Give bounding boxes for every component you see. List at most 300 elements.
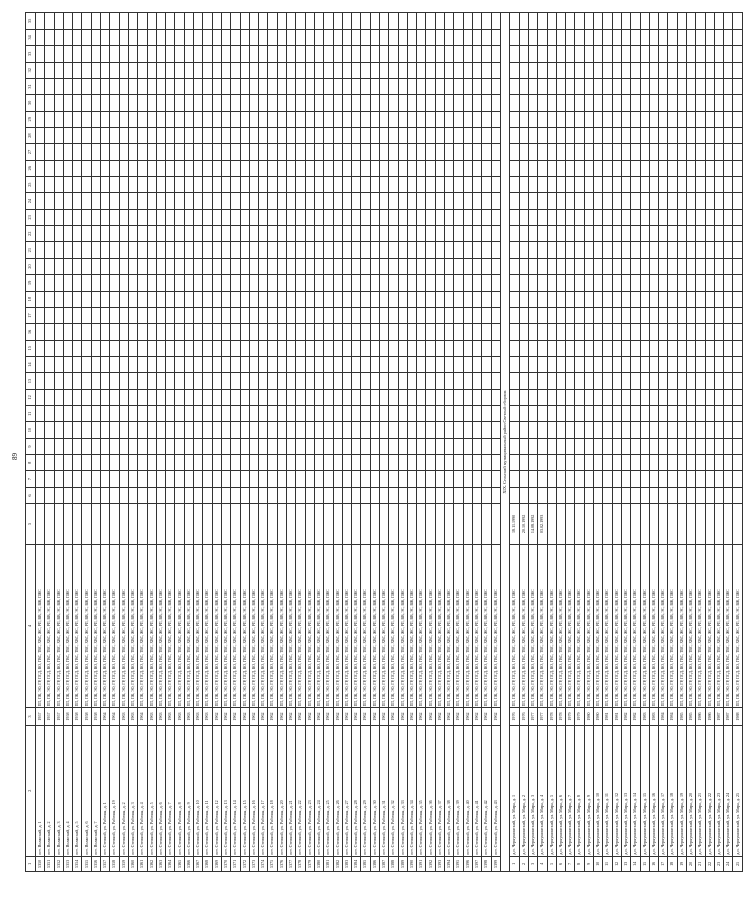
mark-cell	[677, 340, 686, 356]
mark-cell	[296, 144, 305, 160]
mark-cell	[221, 144, 230, 160]
mark-cell	[398, 422, 407, 438]
mark-cell	[733, 209, 742, 225]
mark-cell	[184, 307, 193, 323]
mark-cell	[584, 29, 593, 45]
mark-cell	[370, 406, 379, 422]
mark-cell	[686, 242, 695, 258]
mark-cell	[714, 307, 723, 323]
mark-cell	[296, 340, 305, 356]
mark-cell	[54, 226, 63, 242]
mark-cell	[277, 389, 286, 405]
mark-cell	[128, 111, 137, 127]
mark-cell	[184, 193, 193, 209]
mark-cell	[54, 324, 63, 340]
mark-cell	[426, 226, 435, 242]
mark-cell	[519, 356, 528, 372]
mark-cell	[45, 307, 54, 323]
row-spec: ПП, ПК, ЭО, ГР, ПСД, ВО, ГВС, ТВС, ХВС, ЖС, РП, ВВ, ЭС, ВЖ, ПЖС	[584, 544, 593, 708]
row-id: 5371	[231, 856, 240, 871]
row-year: 1983	[640, 708, 649, 725]
mark-cell	[631, 209, 640, 225]
mark-cell	[454, 13, 463, 30]
mark-cell	[249, 406, 258, 422]
mark-cell	[426, 242, 435, 258]
mark-cell	[519, 144, 528, 160]
mark-cell	[677, 29, 686, 45]
mark-cell	[547, 406, 556, 422]
mark-cell	[454, 78, 463, 94]
mark-cell	[184, 177, 193, 193]
mark-cell	[389, 160, 398, 176]
mark-cell	[110, 127, 119, 143]
mark-cell	[407, 487, 416, 503]
mark-cell	[45, 111, 54, 127]
mark-cell	[324, 324, 333, 340]
mark-cell	[398, 95, 407, 111]
mark-cell	[426, 373, 435, 389]
mark-cell	[714, 95, 723, 111]
mark-cell	[379, 487, 388, 503]
mark-cell	[603, 160, 612, 176]
mark-cell	[175, 307, 184, 323]
mark-cell	[175, 455, 184, 471]
mark-cell	[36, 193, 45, 209]
mark-cell	[342, 13, 351, 30]
mark-cell	[621, 127, 630, 143]
mark-cell	[175, 226, 184, 242]
mark-cell	[156, 406, 165, 422]
row-year: 1962	[240, 708, 249, 725]
mark-cell	[194, 46, 203, 62]
mark-cell	[724, 78, 733, 94]
mark-cell	[147, 307, 156, 323]
mark-cell	[594, 389, 603, 405]
mark-cell	[166, 422, 175, 438]
mark-cell	[73, 340, 82, 356]
mark-cell	[194, 438, 203, 454]
mark-cell	[491, 291, 500, 307]
mark-cell	[696, 340, 705, 356]
mark-cell	[556, 471, 565, 487]
mark-cell	[677, 455, 686, 471]
table-row	[668, 13, 677, 872]
row-date	[733, 504, 742, 544]
mark-cell	[714, 291, 723, 307]
mark-cell	[82, 144, 91, 160]
mark-cell	[296, 78, 305, 94]
mark-cell	[370, 307, 379, 323]
row-address: д.п. Чернушинский, ул. Мира, д. 6	[556, 725, 565, 856]
mark-cell	[277, 406, 286, 422]
mark-cell	[612, 242, 621, 258]
mark-cell	[603, 258, 612, 274]
mark-cell	[398, 127, 407, 143]
mark-cell	[575, 13, 584, 30]
mark-cell	[231, 242, 240, 258]
mark-cell	[389, 471, 398, 487]
mark-cell	[649, 13, 658, 30]
mark-cell	[54, 373, 63, 389]
row-date	[426, 504, 435, 544]
row-date	[268, 504, 277, 544]
mark-cell	[389, 291, 398, 307]
mark-cell	[379, 389, 388, 405]
row-id: 24	[724, 856, 733, 871]
row-id: 5399	[491, 856, 500, 871]
row-year: 1962	[491, 708, 500, 725]
mark-cell	[519, 307, 528, 323]
mark-cell	[249, 258, 258, 274]
mark-cell	[603, 389, 612, 405]
mark-cell	[445, 487, 454, 503]
mark-cell	[398, 487, 407, 503]
mark-cell	[45, 340, 54, 356]
mark-cell	[510, 193, 519, 209]
mark-cell	[435, 258, 444, 274]
mark-cell	[584, 160, 593, 176]
mark-cell	[166, 46, 175, 62]
mark-cell	[584, 275, 593, 291]
mark-cell	[407, 226, 416, 242]
table-row	[249, 13, 258, 872]
mark-cell	[82, 13, 91, 30]
mark-cell	[482, 422, 491, 438]
row-spec: ПП, ПК, ЭО, ГР, ПСД, ВО, ГВС, ТВС, ХВС, ЖС, РП, ВВ, ЭС, ВЖ, ПЖС	[110, 544, 119, 708]
mark-cell	[119, 13, 128, 30]
row-date	[463, 504, 472, 544]
mark-cell	[696, 226, 705, 242]
mark-cell	[203, 471, 212, 487]
mark-cell	[463, 389, 472, 405]
mark-cell	[454, 95, 463, 111]
mark-cell	[724, 406, 733, 422]
mark-cell	[603, 471, 612, 487]
row-spec: ПП, ПК, ЭО, ГР, ПСД, ВО, ГВС, ТВС, ХВС, ЖС, РП, ВВ, ЭС, ВЖ, ПЖС	[287, 544, 296, 708]
mark-cell	[556, 258, 565, 274]
mark-cell	[538, 389, 547, 405]
mark-cell	[277, 160, 286, 176]
mark-cell	[352, 275, 361, 291]
mark-cell	[296, 455, 305, 471]
mark-cell	[584, 373, 593, 389]
mark-cell	[584, 406, 593, 422]
mark-cell	[584, 422, 593, 438]
mark-cell	[379, 438, 388, 454]
mark-cell	[249, 340, 258, 356]
mark-cell	[212, 438, 221, 454]
mark-cell	[314, 340, 323, 356]
mark-cell	[54, 291, 63, 307]
mark-cell	[612, 160, 621, 176]
mark-cell	[584, 356, 593, 372]
mark-cell	[259, 389, 268, 405]
mark-cell	[584, 340, 593, 356]
mark-cell	[287, 324, 296, 340]
mark-cell	[463, 471, 472, 487]
mark-cell	[491, 471, 500, 487]
mark-cell	[36, 275, 45, 291]
mark-cell	[724, 177, 733, 193]
mark-cell	[370, 95, 379, 111]
mark-cell	[314, 160, 323, 176]
mark-cell	[426, 307, 435, 323]
row-date	[45, 504, 54, 544]
mark-cell	[649, 291, 658, 307]
mark-cell	[435, 324, 444, 340]
row-year: 1984	[659, 708, 668, 725]
mark-cell	[621, 177, 630, 193]
mark-cell	[175, 160, 184, 176]
mark-cell	[724, 487, 733, 503]
mark-cell	[370, 275, 379, 291]
mark-cell	[91, 373, 100, 389]
mark-cell	[510, 46, 519, 62]
row-year: 1982	[631, 708, 640, 725]
mark-cell	[724, 422, 733, 438]
mark-cell	[119, 291, 128, 307]
mark-cell	[594, 340, 603, 356]
mark-cell	[584, 487, 593, 503]
mark-cell	[445, 78, 454, 94]
row-spec: ПП, ПК, ЭО, ГР, ПСД, ВО, ГВС, ТВС, ХВС, ЖС, РП, ВВ, ЭС, ВЖ, ПЖС	[36, 544, 45, 708]
mark-cell	[575, 422, 584, 438]
mark-cell	[36, 46, 45, 62]
table-row	[36, 13, 45, 872]
row-spec: ПП, ПК, ЭО, ГР, ПСД, ВО, ГВС, ТВС, ХВС, ЖС, РП, ВВ, ЭС, ВЖ, ПЖС	[305, 544, 314, 708]
row-id: 5370	[221, 856, 230, 871]
mark-cell	[575, 389, 584, 405]
table-row	[705, 13, 714, 872]
mark-cell	[314, 226, 323, 242]
row-date	[91, 504, 100, 544]
mark-cell	[203, 307, 212, 323]
mark-cell	[45, 389, 54, 405]
mark-cell	[398, 258, 407, 274]
mark-cell	[686, 291, 695, 307]
row-address: д.п. Чернушинский, ул. Мира, д. 8	[575, 725, 584, 856]
mark-cell	[231, 111, 240, 127]
mark-cell	[82, 422, 91, 438]
mark-cell	[538, 160, 547, 176]
mark-cell	[249, 209, 258, 225]
mark-cell	[36, 291, 45, 307]
mark-cell	[352, 160, 361, 176]
table-row	[407, 13, 416, 872]
mark-cell	[528, 258, 537, 274]
mark-cell	[128, 340, 137, 356]
mark-cell	[463, 13, 472, 30]
mark-cell	[435, 356, 444, 372]
mark-cell	[538, 356, 547, 372]
row-id: 5352	[54, 856, 63, 871]
mark-cell	[417, 258, 426, 274]
mark-cell	[101, 373, 110, 389]
mark-cell	[324, 226, 333, 242]
mark-cell	[510, 291, 519, 307]
column-header: 30	[26, 95, 36, 111]
row-year: 1963	[156, 708, 165, 725]
mark-cell	[45, 487, 54, 503]
mark-cell	[175, 95, 184, 111]
mark-cell	[361, 422, 370, 438]
mark-cell	[194, 373, 203, 389]
mark-cell	[36, 242, 45, 258]
mark-cell	[659, 144, 668, 160]
mark-cell	[361, 406, 370, 422]
mark-cell	[714, 13, 723, 30]
mark-cell	[138, 373, 147, 389]
mark-cell	[119, 422, 128, 438]
mark-cell	[603, 78, 612, 94]
row-id: 5384	[352, 856, 361, 871]
mark-cell	[296, 275, 305, 291]
mark-cell	[482, 324, 491, 340]
row-id: 5363	[156, 856, 165, 871]
mark-cell	[724, 373, 733, 389]
mark-cell	[101, 95, 110, 111]
mark-cell	[305, 487, 314, 503]
mark-cell	[417, 340, 426, 356]
mark-cell	[268, 242, 277, 258]
row-address: пгт. Степной, ул. Рабочая, д. 19	[110, 725, 119, 856]
mark-cell	[556, 111, 565, 127]
mark-cell	[324, 275, 333, 291]
mark-cell	[63, 160, 72, 176]
column-header: 28	[26, 127, 36, 143]
mark-cell	[631, 144, 640, 160]
mark-cell	[705, 46, 714, 62]
mark-cell	[584, 144, 593, 160]
mark-cell	[45, 95, 54, 111]
mark-cell	[417, 356, 426, 372]
mark-cell	[54, 78, 63, 94]
mark-cell	[259, 13, 268, 30]
mark-cell	[82, 46, 91, 62]
mark-cell	[73, 177, 82, 193]
mark-cell	[538, 29, 547, 45]
row-spec: ПП, ПК, ЭО, ГР, ПСД, ВО, ГВС, ТВС, ХВС, ЖС, РП, ВВ, ЭС, ВЖ, ПЖС	[510, 544, 519, 708]
mark-cell	[268, 46, 277, 62]
mark-cell	[221, 487, 230, 503]
mark-cell	[556, 78, 565, 94]
row-id: 25	[733, 856, 742, 871]
mark-cell	[454, 373, 463, 389]
mark-cell	[138, 193, 147, 209]
mark-cell	[677, 62, 686, 78]
mark-cell	[668, 144, 677, 160]
mark-cell	[54, 356, 63, 372]
mark-cell	[119, 389, 128, 405]
mark-cell	[249, 422, 258, 438]
mark-cell	[268, 324, 277, 340]
mark-cell	[194, 307, 203, 323]
row-date	[296, 504, 305, 544]
mark-cell	[240, 422, 249, 438]
row-id: 5364	[166, 856, 175, 871]
mark-cell	[398, 307, 407, 323]
mark-cell	[287, 46, 296, 62]
mark-cell	[352, 78, 361, 94]
mark-cell	[659, 373, 668, 389]
row-year: 1986	[696, 708, 705, 725]
mark-cell	[649, 307, 658, 323]
mark-cell	[259, 406, 268, 422]
mark-cell	[621, 471, 630, 487]
mark-cell	[584, 242, 593, 258]
mark-cell	[454, 226, 463, 242]
mark-cell	[454, 291, 463, 307]
mark-cell	[398, 111, 407, 127]
row-spec: ПП, ПК, ЭО, ГР, ПСД, ВО, ГВС, ТВС, ХВС, ЖС, РП, ВВ, ЭС, ВЖ, ПЖС	[398, 544, 407, 708]
mark-cell	[426, 111, 435, 127]
mark-cell	[73, 275, 82, 291]
mark-cell	[472, 307, 481, 323]
mark-cell	[677, 438, 686, 454]
table-row	[45, 13, 54, 872]
mark-cell	[379, 422, 388, 438]
row-address: пгт. Степной, ул. Рабочая, д. 35	[417, 725, 426, 856]
mark-cell	[128, 177, 137, 193]
row-date	[54, 504, 63, 544]
mark-cell	[63, 29, 72, 45]
mark-cell	[519, 95, 528, 111]
mark-cell	[649, 62, 658, 78]
mark-cell	[212, 275, 221, 291]
row-id: 5382	[333, 856, 342, 871]
mark-cell	[445, 46, 454, 62]
mark-cell	[342, 144, 351, 160]
mark-cell	[445, 356, 454, 372]
row-year: 1979	[575, 708, 584, 725]
mark-cell	[175, 373, 184, 389]
mark-cell	[212, 62, 221, 78]
mark-cell	[184, 406, 193, 422]
row-spec: ПП, ПК, ЭО, ГР, ПСД, ВО, ГВС, ТВС, ХВС, ЖС, РП, ВВ, ЭС, ВЖ, ПЖС	[194, 544, 203, 708]
mark-cell	[491, 46, 500, 62]
mark-cell	[556, 209, 565, 225]
mark-cell	[686, 373, 695, 389]
mark-cell	[696, 275, 705, 291]
mark-cell	[156, 78, 165, 94]
mark-cell	[203, 160, 212, 176]
mark-cell	[101, 438, 110, 454]
mark-cell	[538, 46, 547, 62]
mark-cell	[445, 258, 454, 274]
mark-cell	[305, 275, 314, 291]
mark-cell	[472, 275, 481, 291]
mark-cell	[696, 193, 705, 209]
mark-cell	[686, 78, 695, 94]
mark-cell	[566, 422, 575, 438]
mark-cell	[426, 62, 435, 78]
mark-cell	[45, 291, 54, 307]
row-address: пгт. Волжский, д. 2	[45, 725, 54, 856]
mark-cell	[203, 356, 212, 372]
mark-cell	[454, 275, 463, 291]
mark-cell	[696, 13, 705, 30]
mark-cell	[435, 340, 444, 356]
mark-cell	[110, 13, 119, 30]
mark-cell	[472, 29, 481, 45]
row-address: пгт. Степной, ул. Рабочая, д. 33	[398, 725, 407, 856]
mark-cell	[733, 193, 742, 209]
mark-cell	[463, 438, 472, 454]
mark-cell	[668, 275, 677, 291]
mark-cell	[287, 95, 296, 111]
row-id: 5360	[128, 856, 137, 871]
row-spec: ПП, ПК, ЭО, ГР, ПСД, ВО, ГВС, ТВС, ХВС, ЖС, РП, ВВ, ЭС, ВЖ, ПЖС	[472, 544, 481, 708]
